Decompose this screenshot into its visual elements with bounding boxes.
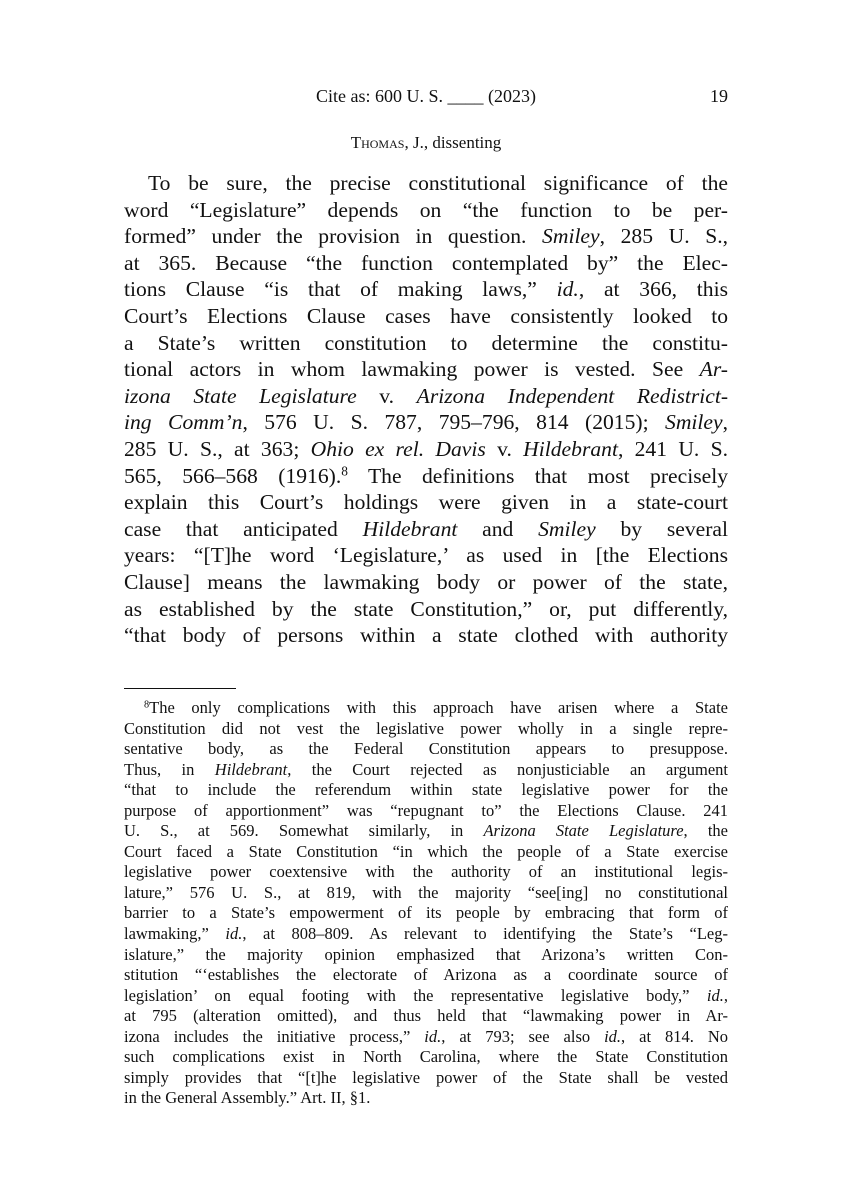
footnote-line: izona includes the initiative process,” id., at 793; see also id., at 814. No	[124, 1026, 729, 1046]
footnote-reference: 8	[341, 463, 348, 479]
body-line: explain this Court’s holdings were given in a state-court	[124, 490, 728, 515]
body-line: Clause] means the lawmaking body or power of the state,	[124, 569, 728, 594]
body-line: “that body of persons within a state clothed with authority	[124, 623, 728, 648]
footnote-line: sentative body, as the Federal Constitution appears to presuppose.	[124, 739, 728, 759]
footnote-marker: 8	[144, 699, 150, 711]
footnote-line: simply provides that “[t]he legislative power of the State shall be vested	[124, 1067, 728, 1087]
author-name: Thomas	[350, 133, 405, 152]
footnote-line: Court faced a State Constitution “in which the people of a State exercise	[124, 841, 728, 861]
footnote-line: $^8$The only complications with this approach have arisen where a State	[144, 698, 728, 717]
running-head	[124, 84, 728, 108]
footnote-line: U. S., at 569. Somewhat similarly, in Arizona State Legislature, the	[124, 821, 728, 841]
body-line: ing Comm’n, 576 U. S. 787, 795–796, 814 (2015); Smiley,	[124, 410, 728, 435]
body-line: 285 U. S., at 363; Ohio ex rel. Davis v. Hildebrant, 241 U. S.	[124, 436, 729, 461]
citation-header: Cite as: 600 U. S. ____ (2023)	[316, 86, 536, 106]
footnote-divider	[124, 688, 236, 689]
body-line: tions Clause “is that of making laws,” id., at 366, this	[124, 277, 728, 302]
footnote-line: such complications exist in North Carolina, where the State Constitution	[124, 1047, 728, 1067]
body-line: word “Legislature” depends on “the function to be per-	[124, 197, 728, 222]
footnote-line: purpose of apportionment” was “repugnant to” the Elections Clause. 241	[124, 800, 728, 820]
footnote-line: legislative power coextensive with the authority of an institutional legis-	[124, 862, 728, 882]
body-line: as established by the state Constitution,” or, put differently,	[124, 596, 728, 621]
opinion-author-line	[124, 131, 728, 155]
body-line: To be sure, the precise constitutional significance of the	[148, 171, 728, 195]
body-line: at 365. Because “the function contemplated by” the Elec-	[124, 250, 728, 275]
footnote-line: lature,” 576 U. S., at 819, with the majority “see[ing] no constitutional	[124, 882, 728, 902]
footnote-line: lawmaking,” id., at 808–809. As relevant to identifying the State’s “Leg-	[124, 924, 728, 944]
footnote	[124, 698, 728, 1109]
footnote-line: “that to include the referendum within state legislative power for the	[124, 780, 728, 800]
footnote-line: Thus, in Hildebrant, the Court rejected as nonjusticiable an argument	[124, 759, 729, 779]
footnote-line: legislation’ on equal footing with the representative legislative body,” id.,	[124, 985, 728, 1005]
body-line: izona State Legislature v. Arizona Independent Redistrict-	[124, 383, 729, 408]
footnote-line: in the General Assembly.” Art. II, §1.	[124, 1088, 371, 1108]
footnote-line: barrier to a State’s empowerment of its people by embracing that form of	[124, 903, 728, 923]
author-suffix: , J., dissenting	[404, 133, 502, 152]
body-line: years: “[T]he word ‘Legislature,’ as used in [the Elections	[124, 543, 728, 568]
page-number: 19	[710, 86, 728, 106]
body-line: formed” under the provision in question. Smiley, 285 U. S.,	[124, 224, 728, 249]
footnote-line: stitution “‘establishes the electorate of Arizona as a coordinate source of	[124, 965, 728, 985]
body-line: 565, 566–568 (1916).$^8$ The definitions that most precisely	[124, 463, 728, 488]
footnote-line: Constitution did not vest the legislative power wholly in a single repre-	[124, 718, 728, 738]
body-line: a State’s written constitution to determine the constitu-	[124, 330, 728, 355]
body-line: case that anticipated Hildebrant and Smiley by several	[124, 516, 728, 541]
body-line: Court’s Elections Clause cases have consistently looked to	[124, 303, 728, 328]
body-line: tional actors in whom lawmaking power is vested. See Ar-	[124, 357, 728, 382]
body-paragraph	[124, 170, 728, 649]
footnote-line: islature,” the majority opinion emphasized that Arizona’s written Con-	[124, 944, 728, 964]
footnote-line: at 795 (alteration omitted), and thus held that “lawmaking power in Ar-	[124, 1006, 728, 1026]
